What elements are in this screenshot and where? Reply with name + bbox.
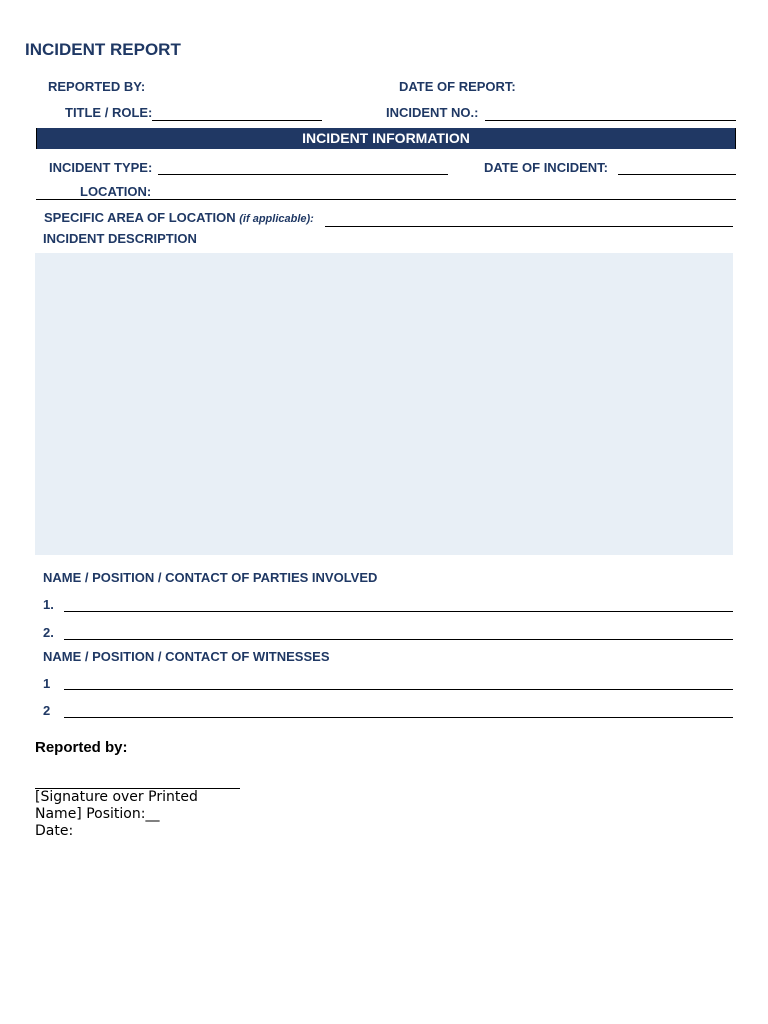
witness-1-number: 1 — [43, 676, 51, 691]
location-field[interactable] — [36, 199, 736, 200]
party-2-number: 2. — [43, 625, 54, 640]
incident-description-area[interactable] — [35, 253, 733, 555]
witness-2-field[interactable] — [64, 717, 733, 718]
party-1-field[interactable] — [64, 611, 733, 612]
incident-description-label: INCIDENT DESCRIPTION — [43, 231, 197, 246]
date-of-report-label: DATE OF REPORT: — [399, 79, 516, 94]
incident-no-field[interactable] — [485, 120, 736, 121]
title-role-label: TITLE / ROLE: — [65, 105, 153, 120]
location-label: LOCATION: — [80, 184, 152, 199]
witness-1-field[interactable] — [64, 689, 733, 690]
incident-information-banner: INCIDENT INFORMATION — [36, 128, 736, 149]
incident-no-label: INCIDENT NO.: — [386, 105, 479, 120]
parties-involved-heading: NAME / POSITION / CONTACT OF PARTIES INVOLVED — [43, 570, 378, 585]
date-of-incident-label: DATE OF INCIDENT: — [484, 160, 608, 175]
incident-type-field[interactable] — [158, 174, 448, 175]
title-role-field[interactable] — [152, 120, 322, 121]
reported-by-heading: Reported by: — [35, 739, 128, 756]
specific-area-note: (if applicable): — [239, 213, 314, 225]
signature-caption — [35, 789, 198, 840]
witness-2-number: 2 — [43, 703, 51, 718]
specific-area-text: SPECIFIC AREA OF LOCATION — [44, 210, 236, 225]
reported-by-label: REPORTED BY: — [48, 79, 146, 94]
signature-caption-line-3: Date: — [35, 823, 74, 839]
party-2-field[interactable] — [64, 639, 733, 640]
specific-area-field[interactable] — [325, 226, 733, 227]
incident-type-label: INCIDENT TYPE: — [49, 160, 153, 175]
date-of-incident-field[interactable] — [618, 174, 736, 175]
witnesses-heading: NAME / POSITION / CONTACT OF WITNESSES — [43, 649, 330, 664]
signature-caption-line-2: Name] Position:__ — [35, 806, 160, 822]
specific-area-label — [44, 210, 314, 225]
signature-caption-line-1: [Signature over Printed — [35, 789, 198, 805]
party-1-number: 1. — [43, 597, 54, 612]
page-title: INCIDENT REPORT — [25, 40, 181, 59]
